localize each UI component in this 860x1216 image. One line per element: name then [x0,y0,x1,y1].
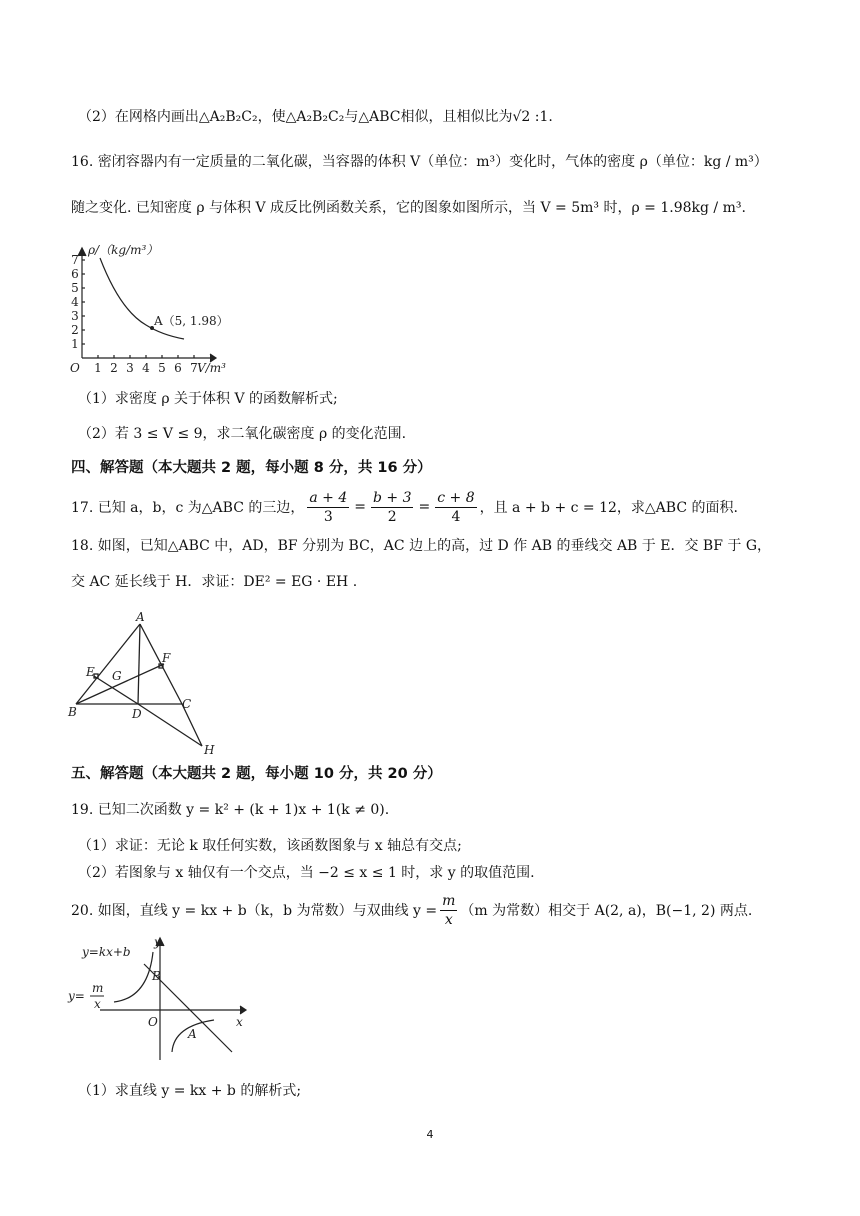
fraction-2-num: b + 3 [372,489,412,506]
fraction-1 [307,489,349,526]
y-tick: 2 [71,323,79,337]
origin-label: O [148,1015,158,1029]
point-f: F [162,651,171,665]
fraction-den: x [444,911,453,928]
x-tick: 7 [190,361,198,375]
section-4-heading: 四、解答题（本大题共 2 题，每小题 8 分，共 16 分） [71,460,432,476]
y-tick: 3 [71,309,79,323]
q17-suffix: ，且 a + b + c = 12，求△ABC 的面积. [479,500,738,516]
q19-part2: （2）若图象与 x 轴仅有一个交点，当 −2 ≤ x ≤ 1 时，求 y 的取值范围. [78,865,535,881]
fraction-1-den: 3 [323,508,333,525]
point-b: B [152,969,161,983]
density-volume-graph [62,240,237,380]
x-tick: 4 [142,361,150,375]
fraction-m-over-x [440,892,457,929]
q17-prefix: 17. 已知 a，b，c 为△ABC 的三边， [71,500,305,516]
q16-line2: 随之变化. 已知密度 ρ 与体积 V 成反比例函数关系，它的图象如图所示，当 V = 5m³ 时，ρ = 1.98kg / m³. [71,200,746,216]
q16-line1: 16. 密闭容器内有一定质量的二氧化碳，当容器的体积 V（单位：m³）变化时，气体的密度 ρ（单位：kg / m³） [71,154,768,170]
q19-line: 19. 已知二次函数 y = k² + (k + 1)x + 1(k ≠ 0). [71,802,390,818]
line-hyperbola-graph [64,934,254,1064]
y-tick: 6 [71,267,79,281]
q18-line2: 交 AC 延长线于 H．求证：DE² = EG · EH . [71,574,358,590]
triangle-figure [64,608,224,758]
q17-line: 17. 已知 a，b，c 为△ABC 的三边， $\frac{a + 4}{3}$ = $\frac{b + 3}{2}$ = $\frac{c + 8}{4}$ ，且 a + b + c = 12，求△ABC 的面积. [71,489,738,525]
q16-part2: （2）若 3 ≤ V ≤ 9，求二氧化碳密度 ρ 的变化范围. [78,426,407,442]
fraction-1-num: a + 4 [309,489,348,506]
point-b: B [68,705,77,719]
y-tick: 7 [71,253,79,267]
section-5-heading: 五、解答题（本大题共 2 题，每小题 10 分，共 20 分） [71,766,442,782]
y-tick: 5 [71,281,79,295]
x-axis-label: V/m³ [197,361,226,375]
point-a: A [136,610,145,624]
x-tick: 6 [174,361,182,375]
fraction-2-den: 2 [387,508,397,525]
fraction-3 [435,489,476,526]
point-g: G [112,669,122,683]
y-axis-label: y [154,935,161,949]
q16-part1: （1）求密度 ρ 关于体积 V 的函数解析式; [78,391,338,407]
fraction-num: m [442,892,456,909]
point-h: H [204,743,215,757]
hyperbola-label-num: m [92,981,104,995]
hyperbola-label-den: x [94,997,101,1011]
q20-line [71,888,752,932]
line-label: y=kx+b [82,945,131,959]
y-axis-label: ρ/（kg/m³） [88,243,159,257]
page-number: 4 [426,1128,434,1141]
fraction-3-den: 4 [451,508,461,525]
y-tick: 4 [71,295,79,309]
q20-part1: （1）求直线 y = kx + b 的解析式; [78,1083,302,1099]
q20-suffix: （m 为常数）相交于 A(2, a)，B(−1, 2) 两点. [460,903,753,919]
origin-label: O [70,361,80,375]
hyperbola-label-y: y= [68,989,85,1003]
q15-part2: （2）在网格内画出△A₂B₂C₂，使△A₂B₂C₂与△ABC相似，且相似比为√2 :1. [78,109,553,125]
fraction-2 [371,489,414,526]
point-c: C [182,697,192,711]
fraction-3-num: c + 8 [437,489,475,506]
q18-line1: 18. 如图，已知△ABC 中，AD，BF 分别为 BC，AC 边上的高，过 D 作 AB 的垂线交 AB 于 E．交 BF 于 G， [71,538,771,554]
q20-prefix: 20. 如图，直线 y = kx + b（k，b 为常数）与双曲线 y = [71,903,438,919]
q19-part1: （1）求证：无论 k 取任何实数，该函数图象与 x 轴总有交点; [78,838,462,854]
x-tick: 3 [126,361,134,375]
x-tick: 2 [110,361,118,375]
point-a-label: A（5, 1.98） [154,314,229,328]
x-axis-label: x [236,1015,243,1029]
point-e: E [86,665,95,679]
x-tick: 5 [158,361,166,375]
point-a: A [188,1027,197,1041]
x-tick: 1 [94,361,102,375]
point-d: D [132,707,142,721]
y-tick: 1 [71,337,79,351]
